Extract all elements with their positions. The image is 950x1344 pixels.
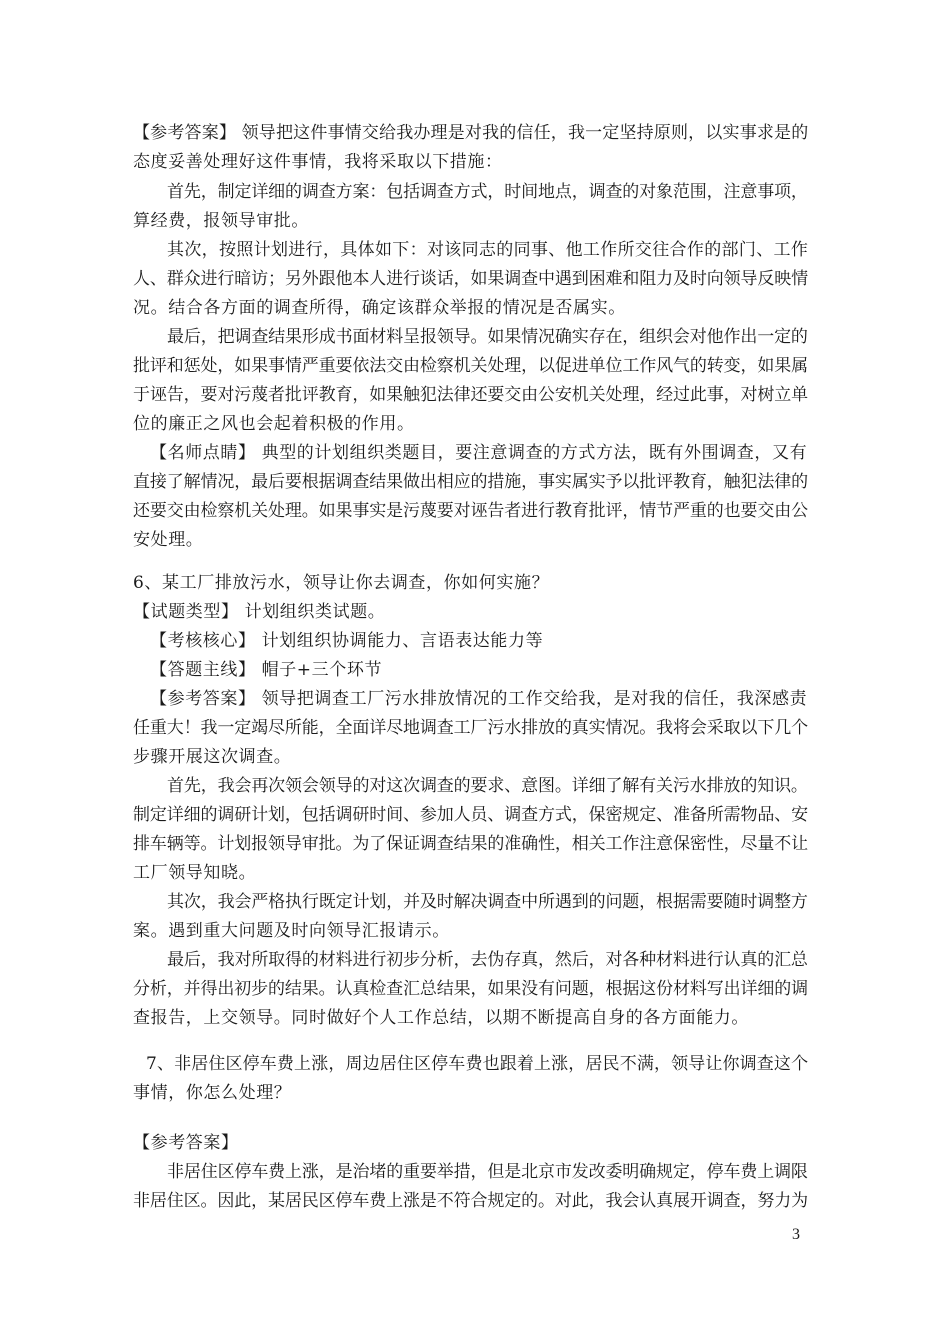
text-line: 态度妥善处理好这件事情，我将采取以下措施： [133,152,503,172]
text-line: 案。遇到重大问题及时向领导汇报请示。 [133,921,450,941]
text-line: 【答题主线】 帽子+三个环节 [150,660,383,680]
text-line: 其次，我会严格执行既定计划，并及时解决调查中所遇到的问题，根据需要随时调整方 [167,892,808,912]
text-line: 安处理。 [133,530,204,550]
text-line: 工厂领导知晓。 [133,863,257,883]
question-heading: 6、某工厂排放污水，领导让你去调查，你如何实施？ [133,573,550,593]
text-line: 【考核核心】 计划组织协调能力、言语表达能力等 [150,631,544,651]
text-line: 直接了解情况，最后要根据调查结果做出相应的措施，事实属实予以批评教育，触犯法律的 [133,472,808,492]
text-line: 首先，我会再次领会领导的对这次调查的要求、意图。详细了解有关污水排放的知识。 [167,776,808,796]
text-line: 事情，你怎么处理？ [133,1083,292,1103]
text-line: 人、群众进行暗访；另外跟他本人进行谈话，如果调查中遇到困难和阻力及时向领导反映情 [133,269,808,289]
text-line: 位的廉正之风也会起着积极的作用。 [133,414,415,434]
question-heading: 7、非居住区停车费上涨，周边居住区停车费也跟着上涨，居民不满，领导让你调查这个 [146,1054,809,1074]
text-line: 查报告，上交领导。同时做好个人工作总结，以期不断提高自身的各方面能力。 [133,1008,749,1028]
text-line: 批评和惩处，如果事情严重要依法交由检察机关处理，以促进单位工作风气的转变，如果属 [133,356,808,376]
text-line: 【参考答案】 [133,1133,239,1153]
text-line: 任重大！我一定竭尽所能，全面详尽地调查工厂污水排放的真实情况。我将会采取以下几个 [133,718,808,738]
text-line: 其次，按照计划进行，具体如下：对该同志的同事、他工作所交往合作的部门、工作 [167,240,809,260]
text-line: 最后，我对所取得的材料进行初步分析，去伪存真，然后，对各种材料进行认真的汇总 [167,950,808,970]
text-line: 【名师点睛】 典型的计划组织类题目，要注意调查的方式方法，既有外围调查，又有 [150,443,808,463]
text-line: 况。结合各方面的调查所得，确定该群众举报的情况是否属实。 [133,298,626,318]
text-line: 首先，制定详细的调查方案：包括调查方式，时间地点，调查的对象范围，注意事项， [167,182,808,202]
text-line: 制定详细的调研计划，包括调研时间、参加人员、调查方式，保密规定、准备所需物品、安 [133,805,808,825]
text-line: 还要交由检察机关处理。如果事实是污蔑要对诬告者进行教育批评，情节严重的也要交由公 [133,501,808,521]
text-line: 【试题类型】 计划组织类试题。 [133,602,386,622]
text-line: 排车辆等。计划报领导审批。为了保证调查结果的准确性，相关工作注意保密性，尽量不让 [133,834,808,854]
text-line: 【参考答案】 领导把调查工厂污水排放情况的工作交给我，是对我的信任，我深感责 [150,689,808,709]
text-line: 分析，并得出初步的结果。认真检查汇总结果，如果没有问题，根据这份材料写出详细的调 [133,979,808,999]
text-line: 于诬告，要对污蔑者批评教育，如果触犯法律还要交由公安机关处理，经过此事，对树立单 [133,385,808,405]
text-line: 步骤开展这次调查。 [133,747,292,767]
text-line: 最后，把调查结果形成书面材料呈报领导。如果情况确实存在，组织会对他作出一定的 [167,327,808,347]
text-line: 非居住区。因此，某居民区停车费上涨是不符合规定的。对此，我会认真展开调查，努力为 [133,1191,808,1211]
page-number: 3 [792,1226,800,1243]
text-line: 非居住区停车费上涨，是治堵的重要举措，但是北京市发改委明确规定，停车费上调限 [167,1162,808,1182]
text-line: 算经费，报领导审批。 [133,211,309,231]
text-line: 【参考答案】 领导把这件事情交给我办理是对我的信任，我一定坚持原则，以实事求是的 [133,123,809,143]
